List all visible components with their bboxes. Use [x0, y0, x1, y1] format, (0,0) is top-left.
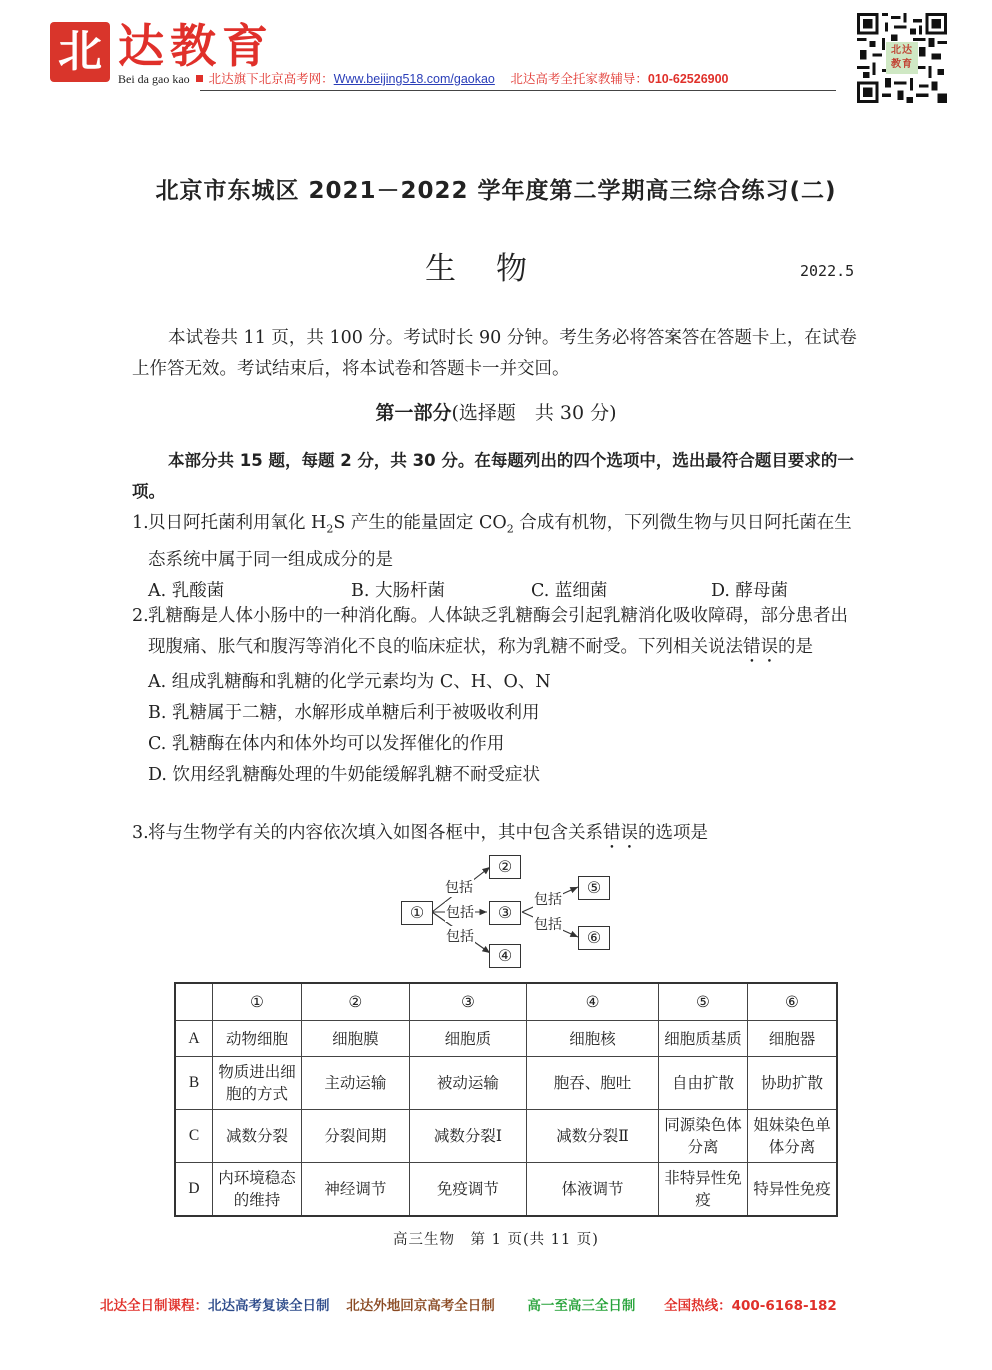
table-cell: 减数分裂 [213, 1110, 302, 1163]
option-d[interactable]: D. 酵母菌 [711, 580, 789, 601]
subscript: 2 [506, 522, 514, 536]
exam-subject: 生物 [425, 251, 567, 287]
courses-label: 北达全日制课程： [100, 1298, 208, 1314]
table-cell: 细胞膜 [302, 1021, 410, 1057]
row-label: A [175, 1021, 213, 1057]
table-row [175, 1021, 837, 1057]
question-1 [132, 508, 862, 607]
logo-mark: 北 [50, 22, 110, 82]
tutor-phone: 010-62526900 [647, 72, 729, 86]
table-row [175, 1163, 837, 1217]
table-cell: 分裂间期 [302, 1110, 410, 1163]
table-cell: 内环境稳态的维持 [213, 1163, 302, 1217]
question-2 [132, 601, 862, 791]
site-link[interactable]: Www.beijing518.com/gaokao [333, 72, 495, 86]
table-cell: 细胞质基质 [659, 1021, 748, 1057]
table-cell: 神经调节 [302, 1163, 410, 1217]
diagram-node-1: ① [401, 901, 433, 925]
site-label: 北达旗下北京高考网： [208, 72, 334, 86]
diagram-node-5: ⑤ [578, 876, 610, 900]
stem-emphasis: 错误 [603, 823, 638, 843]
options-table [174, 982, 838, 1217]
table-header-cell: ④ [527, 983, 659, 1021]
row-label: B [175, 1057, 213, 1110]
question-stem [132, 601, 862, 667]
qr-center-text: 北达教育 [891, 45, 913, 70]
header-info-line [118, 70, 838, 88]
table-cell: 协助扩散 [748, 1057, 838, 1110]
stem-text: 的是 [778, 637, 813, 657]
diagram-node-6: ⑥ [578, 926, 610, 950]
question-stem [132, 508, 862, 576]
hotline: 全国热线：400-6168-182 [664, 1298, 837, 1314]
table-cell: 减数分裂Ⅱ [527, 1110, 659, 1163]
edge-label: 包括 [533, 914, 563, 934]
option-d[interactable]: D. 饮用经乳糖酶处理的牛奶能缓解乳糖不耐受症状 [148, 765, 541, 785]
table-cell: 减数分裂Ⅰ [409, 1110, 526, 1163]
exam-title: 北京市东城区 2021－2022 学年度第二学期高三综合练习(二) [155, 178, 837, 204]
diagram-node-3: ③ [489, 901, 521, 925]
table-cell: 胞吞、胞吐 [527, 1057, 659, 1110]
option-a[interactable]: A. 乳酸菌 [148, 580, 225, 601]
part-instructions: 本部分共 15 题，每题 2 分，共 30 分。在每题列出的四个选项中，选出最符合题目要求的一项。 [132, 451, 854, 501]
diagram-node-2: ② [489, 855, 521, 879]
subscript: 2 [326, 522, 334, 536]
qr-center-badge [886, 42, 918, 74]
stem-text: 的选项是 [638, 823, 708, 843]
table-cell: 姐妹染色单体分离 [748, 1110, 838, 1163]
table-cell: 自由扩散 [659, 1057, 748, 1110]
table-header-cell: ⑥ [748, 983, 838, 1021]
table-cell: 体液调节 [527, 1163, 659, 1217]
table-cell: 非特异性免疫 [659, 1163, 748, 1217]
table-header-cell: ② [302, 983, 410, 1021]
header-divider [200, 90, 836, 91]
edge-label: 包括 [533, 889, 563, 909]
part-title [0, 398, 992, 425]
diagram-node-4: ④ [489, 944, 521, 968]
option-b[interactable]: B. 大肠杆菌 [351, 580, 445, 601]
table-header-cell: ① [213, 983, 302, 1021]
table-cell: 动物细胞 [213, 1021, 302, 1057]
question-number: 2. [132, 606, 149, 626]
table-cell: 细胞质 [409, 1021, 526, 1057]
course-return-beijing: 北达外地回京高考全日制 [346, 1298, 495, 1314]
table-cell: 同源染色体分离 [659, 1110, 748, 1163]
question-number: 3. [132, 823, 149, 843]
table-cell: 被动运输 [409, 1057, 526, 1110]
option-b[interactable]: B. 乳糖属于二糖，水解形成单糖后利于被吸收利用 [148, 703, 540, 723]
table-row [175, 1057, 837, 1110]
table-cell: 主动运输 [302, 1057, 410, 1110]
table-cell: 免疫调节 [409, 1163, 526, 1217]
edge-label: 包括 [445, 926, 475, 946]
stem-text: 乳糖酶是人体小肠中的一种消化酶。人体缺乏乳糖酶会引起乳糖消化吸收障碍，部分患者出现腹痛、胀气和腹泻等消化不良的临床症状，称为乳糖不耐受。下列相关说法 [148, 606, 848, 657]
row-label: D [175, 1163, 213, 1217]
ad-footer [100, 1294, 837, 1314]
table-header-cell [175, 983, 213, 1021]
square-bullet-icon [196, 75, 203, 82]
table-cell: 细胞核 [527, 1021, 659, 1057]
question-number: 1. [132, 513, 149, 533]
option-c[interactable]: C. 乳糖酶在体内和体外均可以发挥催化的作用 [148, 734, 505, 754]
course-repeat: 北达高考复读全日制 [208, 1298, 330, 1314]
table-cell: 物质进出细胞的方式 [213, 1057, 302, 1110]
stem-text: S 产生的能量固定 CO [333, 513, 507, 533]
edge-label: 包括 [445, 902, 475, 922]
table-cell: 细胞器 [748, 1021, 838, 1057]
table-header-cell: ⑤ [659, 983, 748, 1021]
part-title-rest: (选择题 共 30 分) [451, 402, 617, 424]
option-a[interactable]: A. 组成乳糖酶和乳糖的化学元素均为 C、H、O、N [148, 672, 551, 692]
exam-intro: 本试卷共 11 页，共 100 分。考试时长 90 分钟。考生务必将答案答在答题卡上，在试卷上作答无效。考试结束后，将本试卷和答题卡一并交回。 [132, 328, 857, 379]
table-cell: 特异性免疫 [748, 1163, 838, 1217]
logo-text: 达教育 [118, 19, 274, 73]
tutor-label: 北达高考全托家教辅导： [510, 72, 648, 86]
row-label: C [175, 1110, 213, 1163]
question-stem [132, 818, 862, 853]
table-header-row [175, 983, 837, 1021]
edge-label: 包括 [444, 877, 474, 897]
exam-date: 2022.5 [800, 262, 855, 280]
table-row [175, 1110, 837, 1163]
table-header-cell: ③ [409, 983, 526, 1021]
stem-text: 贝日阿托菌利用氧化 H [148, 513, 327, 533]
stem-text: 合成有机物，下列微生物与贝日阿托菌在生态系统中属于同一组成成分的是 [148, 513, 852, 570]
course-fulltime: 高一至高三全日制 [527, 1298, 636, 1314]
inclusion-diagram [398, 852, 618, 974]
option-c[interactable]: C. 蓝细菌 [531, 580, 608, 601]
stem-text: 将与生物学有关的内容依次填入如图各框中，其中包含关系 [148, 823, 603, 843]
page-number: 高三生物 第 1 页(共 11 页) [393, 1232, 599, 1248]
part-title-bold: 第一部分 [375, 402, 452, 424]
stem-emphasis: 错误 [743, 637, 778, 657]
logo-pinyin: Bei da gao kao [118, 72, 190, 86]
question-3 [132, 818, 862, 853]
